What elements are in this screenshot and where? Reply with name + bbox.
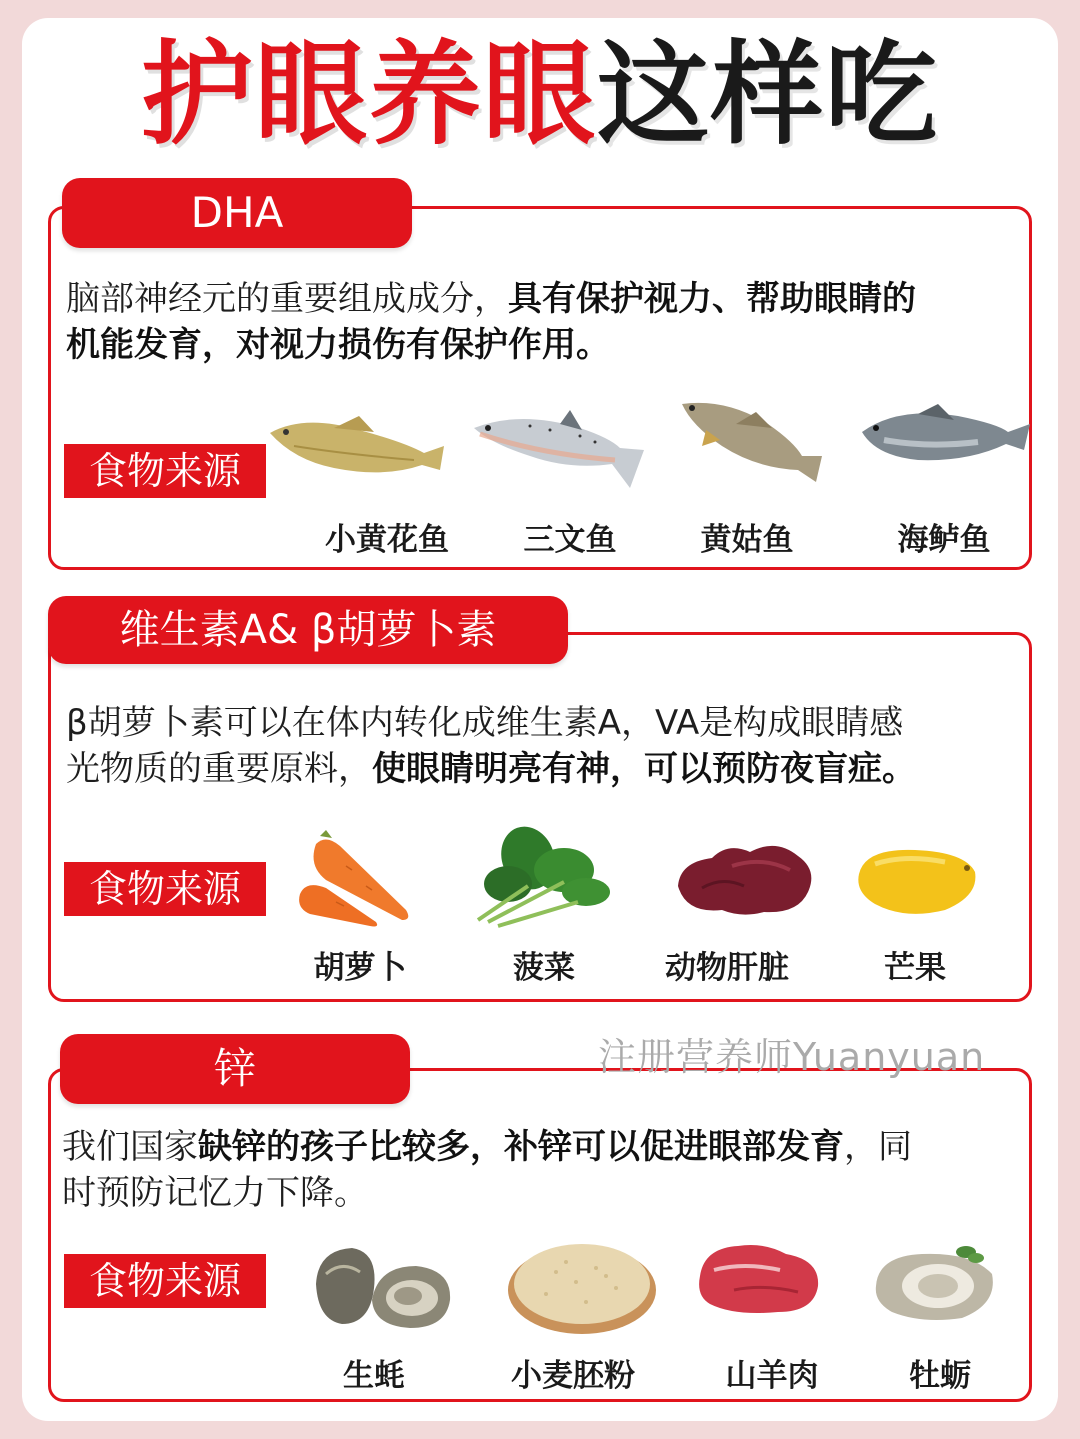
desc-bold-text: 具有保护视力、帮助眼睛的	[508, 279, 916, 319]
desc-bold-text: 缺锌的孩子比较多，补锌可以促进眼部发育	[198, 1127, 844, 1167]
yellow-croaker-image	[264, 408, 449, 483]
goat-meat-image	[694, 1240, 824, 1316]
section-tab-vitamin-a: 维生素A& β胡萝卜素	[48, 596, 568, 664]
desc-bold-text: 使眼睛明亮有神，可以预防夜盲症。	[372, 749, 916, 789]
oyster-image	[872, 1238, 998, 1324]
food-source-label: 食物来源	[64, 444, 266, 498]
section-dha-description	[66, 276, 1026, 368]
desc-text: 时预防记忆力下降。	[62, 1173, 368, 1213]
title-red-part: 护眼养眼	[141, 30, 597, 160]
sea-bass-image	[858, 402, 1033, 472]
spinach-image	[468, 822, 614, 928]
desc-text: ，同	[844, 1127, 912, 1167]
desc-bold-text: 机能发育，对视力损伤有保护作用。	[66, 325, 610, 365]
food-name: 小麦胚粉	[511, 1358, 635, 1394]
raw-oyster-image	[312, 1244, 454, 1330]
food-name: 海鲈鱼	[897, 522, 991, 558]
food-name: 小黄花鱼	[325, 522, 449, 558]
food-name: 山羊肉	[725, 1358, 819, 1394]
desc-text: 我们国家	[62, 1127, 198, 1167]
mango-image	[855, 844, 979, 916]
liver-image	[672, 836, 817, 918]
wheat-germ-powder-image	[506, 1232, 658, 1336]
page-title	[0, 30, 1080, 160]
carrot-image	[296, 830, 414, 928]
food-source-label: 食物来源	[64, 1254, 266, 1308]
food-name: 三文鱼	[523, 522, 617, 558]
food-name: 胡萝卜	[313, 950, 407, 986]
food-name: 动物肝脏	[665, 950, 789, 986]
food-name: 黄姑鱼	[700, 522, 794, 558]
title-black-part: 这样吃	[597, 30, 939, 160]
desc-text: 脑部神经元的重要组成成分，	[66, 279, 508, 319]
yellow-drum-image	[676, 394, 826, 486]
watermark: 注册营养师Yuanyuan	[598, 1035, 986, 1079]
food-name: 芒果	[884, 950, 946, 986]
food-name: 生蚝	[343, 1358, 405, 1394]
desc-text: β胡萝卜素可以在体内转化成维生素A，VA是构成眼睛感	[66, 703, 904, 743]
food-name: 菠菜	[513, 950, 575, 986]
section-tab-zinc: 锌	[60, 1034, 410, 1104]
section-zinc-description	[62, 1124, 1022, 1216]
salmon-image	[470, 404, 650, 489]
section-vitamin-a-description	[66, 700, 1026, 792]
food-name: 牡蛎	[909, 1358, 971, 1394]
food-source-label: 食物来源	[64, 862, 266, 916]
section-tab-dha: DHA	[62, 178, 412, 248]
desc-text: 光物质的重要原料，	[66, 749, 372, 789]
